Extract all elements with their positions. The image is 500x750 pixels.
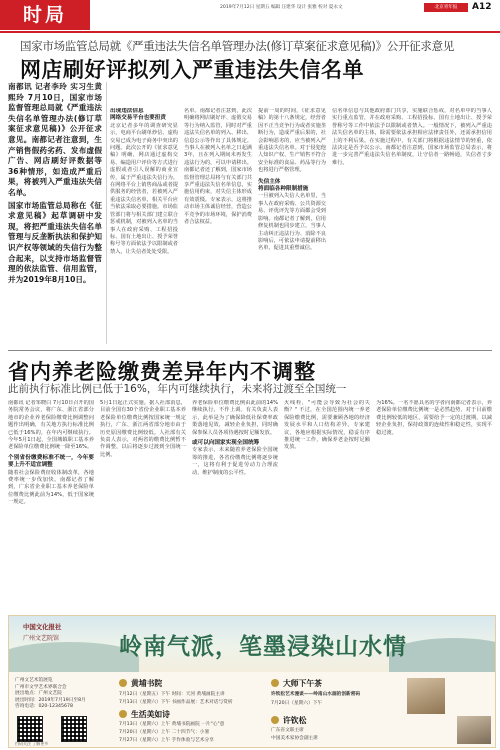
article2-column-1	[8, 400, 94, 610]
article2-col3-head: 或可以向国家实现全国统筹	[192, 440, 260, 447]
ad-block1-line: 7月13日（星期六）下午 书画作品展：艺术对话与赏析	[119, 700, 233, 705]
article1-lead-column	[8, 82, 102, 342]
article1-col2-text: 北京记者多年的调查研究显示，电商平台刷单炒信、虚构交易已成为电子商务中突出的问题。此次公开的《征求意见稿》明确，网店通过虚构交易、编造用户评价等方式进行虚假或者引人误解的商业宣传，属于严重违法失信行为。在网络平台上销售商品或者提供服务的经营者，若被列入严重违法失信名单，相关平台应当依法采取必要措施。市场监管部门将与相关部门建立联合惩戒机制，对被列入名单的当事人在政府采购、工程招投标、国有土地出让、授予荣誉称号等方面依法予以限制或者禁入，让失信者处处受限。	[110, 122, 178, 255]
page-number: A12	[472, 2, 492, 12]
article2-column-3	[192, 400, 278, 610]
article1-title: 网店刷好评拟列入严重违法失信名单	[20, 58, 364, 82]
article2-col1b-text: 随着社会保险费征收体制改革，各地费率统一步伐加快。南都记者了解到，广东省企业职工基本养老保险单位缴费比例此前为14%，低于国家统一规定。	[8, 469, 94, 506]
article1-subtitle: 国家市场监管总局就《严重违法失信名单管理办法(修订草案征求意见稿)》公开征求意见	[20, 39, 454, 53]
article2-subtitle: 此前执行标准比例已低于16%，年内可继续执行，未来将过渡至全国统一	[8, 383, 347, 395]
ad-headline: 岭南气派，笔墨浸染山水情	[119, 634, 407, 660]
article1-col5-text: 信名单信息与其他政府部门共享，实施联合惩戒，对名单中的当事人实行重点监管，并在政府采购、工程招投标、国有土地出让、授予荣誉称号等工作中依法予以限制或者禁入。一般情况下，被列入严重违法失信名单的主体，除需要依法承担相应法律责任外，还需承担信用上的不利后果。在实施过程中，有关部门将根据违法情节的轻重，依法决定是否予以公示。南都记者注意到，国家市场监管总局表示，将进一步完善严重违法失信名单制度，让守信者一路畅通，失信者寸步难行。	[332, 108, 492, 166]
ad-block1-line: 7月12日（星期五）下午 时间：天河 黄埔画院主讲	[119, 692, 225, 697]
exhibition-ad	[8, 615, 496, 748]
ad-block1-title: 黄埔书院	[131, 679, 163, 688]
column-divider	[106, 82, 107, 344]
article1-col4-sub: 将面临各种限制措施	[258, 186, 309, 193]
article1-col2-sub: 网络交易平台也要担责	[110, 115, 166, 122]
article1-column-2	[110, 108, 178, 344]
ad-block2-line: 7月27日（星期六）上午 手作体验与艺术分享	[119, 738, 214, 743]
ad-block3-line: 许钦松艺术漫谈——岭南山水画的创新密码	[271, 692, 361, 697]
ad-block2-title: 生活美如诗	[131, 710, 170, 719]
article2-col1-text: 南都讯 记者邹晓白 7月10日召开的国务院常务会议，将广东、浙江省部分地市的企业养老保险缴费比例调整问题作出明确，有关地方执行标准比例已低于16%的，在年内可继续执行。今年5月1日起，全国城镇职工基本养老保险单位缴费比例统一降至16%。	[8, 400, 94, 451]
article2-col5-text: 为16%。一名不愿具名的学者向南都记者表示，养老保险单位缴费比例统一是必然趋势，对于目前缴费比例较低的地区，需要给予一定的过渡期，以减轻企业负担，保持政策的连续性和稳定性，实现平稳过渡。	[376, 400, 492, 436]
ad-logo-secondary: 广州文艺院馆	[23, 635, 60, 642]
bullet-icon	[119, 679, 127, 687]
article2-col2-text: 5月1日起正式实施。据人社部消息，目前全国有30个省份企业职工基本养老保险单位缴费比例按国家统一规定执行，广东、浙江两省部分地市由于历史原因缴费比例较低。人社部有关负责人表示，对两省的缴费比例暂不作调整，以后将逐步过渡到全国统一比例。	[100, 400, 186, 458]
article1-lead2: 国家市场监管总局称在《征求意见稿》起草调研中发现，将把严重违法失信名单管理与反垄断执法和保护知识产权等领域的失信行为整合起来，以支持市场监督管理的依法监管、信用监管，并为2019年8月10日。	[8, 200, 102, 284]
ad-block3-line: 7月20日（星期六）下午	[271, 701, 323, 706]
ad-block4-line: 广东省文联主席	[271, 728, 304, 733]
article1-col4-head: 失信主体	[258, 178, 281, 185]
article2-column-4	[284, 400, 370, 610]
ad-block3-title: 大师下午茶	[283, 679, 322, 688]
section-divider	[8, 350, 492, 351]
ad-block2-line: 7月13日（星期六）上午 黄埔书院画院 一片"心"意	[119, 722, 225, 727]
qr-code-icon[interactable]	[17, 716, 43, 742]
section-title: 时局	[0, 0, 90, 30]
article2-col4-text: 火线栓，"可能会导致为社会的失衡？" 不过，在全国范围内统一养老保险缴费比例，需要兼顾各地的经济发展水平和人口结构差异。专家建议，各地应根据实际情况，稳妥有序推进统一工作，确保养老金按时足额发放。	[284, 400, 370, 451]
footer-tag: 广东	[480, 738, 491, 744]
header-rule	[0, 31, 500, 33]
qr-label: 扫码关注 了解更多	[15, 741, 49, 746]
ad-block2-line: 7月20日（星期六）上午 二十四节气：小暑	[119, 730, 210, 735]
artwork-image	[407, 678, 445, 714]
article1-lead: 南都讯 记者李玲 实习生黄熙玲 7月10日，国家市场监督管理总局就《严重违法失信名单管理办法(修订草案征求意见稿)》公开征求意见。南都记者注意到，生产销售假药劣药、发布虚假广告、网店刷好评数据等36种情形，如造成严重后果，将被列入严重违法失信名单。	[8, 82, 102, 197]
qr-code-icon[interactable]	[61, 716, 87, 742]
article2-col1-head: 个别省份缴费标准不统一，今年要要上升不适宜调整	[8, 454, 94, 469]
article2-col3-text: 养老保险单位缴费比例由此前的14%继续执行，不作上调。有关负责人表示，此举是为了确保降低社保费率政策落地见效，减轻企业负担，同时确保参保人员各项待遇按时足额发放。	[192, 400, 278, 436]
article1-col4-text: 提前一周的时间，《征求意见稿》的第十八条规定，经营者因不正当竞争行为或者实施垄断行为，造成严重后果的，社会影响恶劣的，应当被列入严重违法失信名单。对于侵犯他人知识产权、生产销售不符合安全标准的食品、药品等行为也将进行严格管理。	[258, 108, 326, 174]
ad-block4-line: 中国美术家协会副主席	[271, 736, 318, 741]
bullet-icon	[271, 679, 279, 687]
article2-title: 省内养老险缴费差异年内不调整	[8, 360, 316, 384]
ad-block4-title: 许钦松	[283, 716, 307, 725]
article1-column-5	[332, 108, 492, 344]
article1-col3-text: 名单。南都记者注意到，此次明确将网店刷好评、虚假交易等行为纳入监管，同时对严重违法失信名单的列入、移出、信息公示等作出了具体规定。当事人在被列入名单之日起满3年，且在列入期间未再发生违法行为的，可以申请移出。南都记者还了解到，国家市场监督管理总局将与有关部门共享严重违法失信名单信息，实施信用约束，对失信主体形成有效震慑。专家表示，这将推动市场主体诚信经营，营造公平竞争的市场环境，保护消费者合法权益。	[184, 108, 252, 226]
article2-column-5	[376, 400, 492, 610]
newspaper-badge: 北京青年报	[424, 3, 468, 12]
article2-col3b-text: 专家表示，未来随着养老保险全国统筹的推进，各省份缴费比例将逐步统一，这将有利于促进劳动力合理流动，维护制度的公平性。	[192, 447, 278, 476]
bullet-icon	[119, 710, 127, 718]
article1-col4b-text: 一旦被列入失信人名单里，当事人在政府采购、公共资源交易、评优评先等方面都会受到影响。南都记者了解到，信用修复机制也同步建立，当事人主动纠正违法行为、消除不良影响后，可依法申请提前移出名单，促进其重塑诚信。	[258, 193, 326, 252]
article2-column-2	[100, 400, 186, 610]
header-info: 2019年7月12日 星期五 编辑 汪建华 设计 张雅 校对 夏永文	[220, 5, 343, 10]
ad-logo-primary: 中国文化报社	[23, 623, 62, 631]
article1-column-3	[184, 108, 252, 344]
article1-col2-head: 出现违法信息	[110, 108, 144, 114]
article1-column-4	[258, 108, 326, 344]
bullet-icon	[271, 716, 279, 724]
ad-left-info: 广州文艺术馆展览 广州市文学艺术界联合会 展出地点：广州文艺院 展出时间：2019年7月19日至8月 咨询电话：020-12345678	[15, 678, 86, 710]
